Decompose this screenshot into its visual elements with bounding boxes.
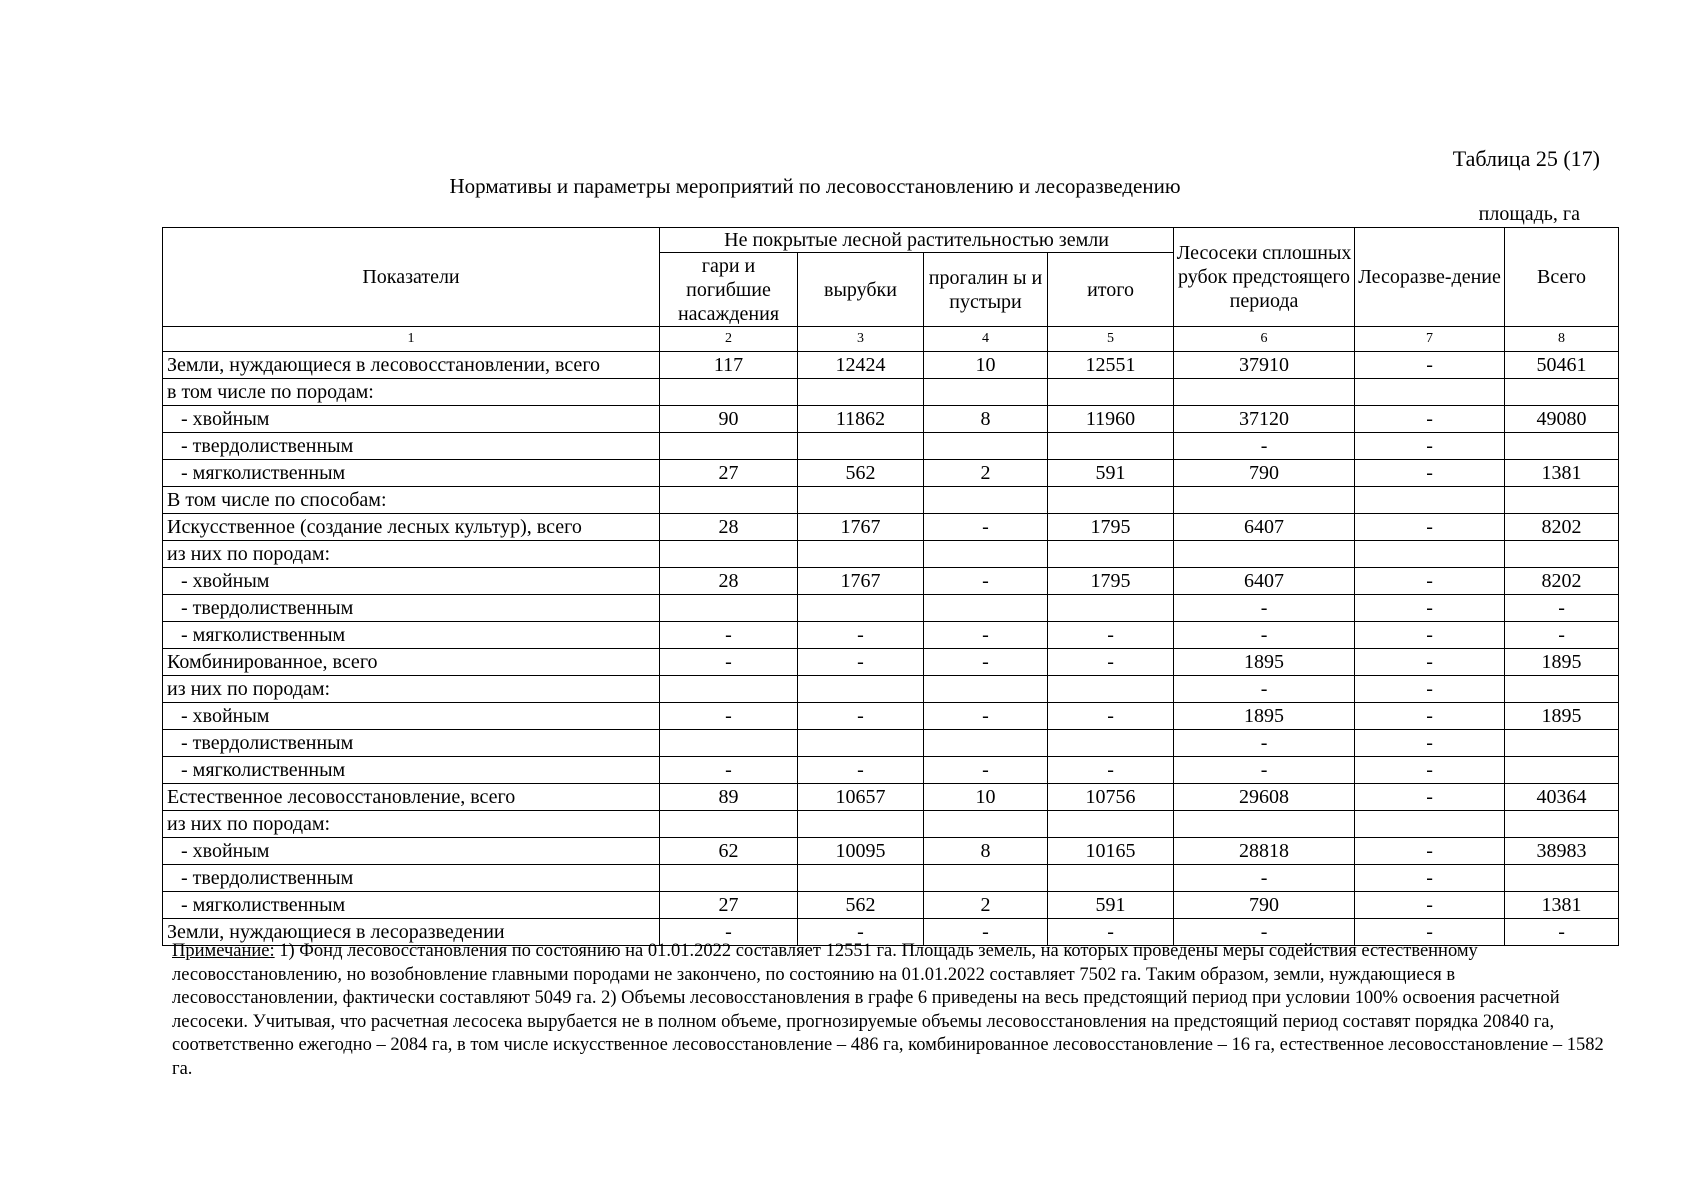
header-afforestation: Лесоразве-дение [1355, 228, 1505, 327]
header-uncovered-lands: Не покрытые лесной растительностью земли [660, 228, 1174, 253]
footnote-text: 1) Фонд лесовосстановления по состоянию на 01.01.2022 составляет 12551 га. Площадь земель, на которых проведены меры содействия естественному лесовосстановлению, но возобновление главными породами не закончено, по состоянию на 01.01.2022 составляет 7502 га. Таким образом, земли, нуждающиеся в лесовосстановлении, фактически составляют 5049 га. 2) Объемы лесовосстановления в графе 6 приведены на весь предстоящий период при условии 100% освоения расчетной лесосеки. Учитывая, что расчетная лесосека вырубается не в полном объеме, прогнозируемые объемы лесовосстановления на предстоящий период составят порядка 20840 га, соответственно ежегодно – 2084 га, в том числе искусственное лесовосстановление – 486 га, комбинированное лесовосстановление – 16 га, естественное лесовосстановление – 1582 га. [172, 941, 1604, 1079]
table-cell [798, 595, 924, 622]
table-row [163, 649, 1619, 676]
column-number: 4 [924, 327, 1048, 352]
table-cell: 1895 [1505, 649, 1619, 676]
table-row [163, 730, 1619, 757]
table-cell: 10165 [1048, 838, 1174, 865]
table-cell: 8 [924, 406, 1048, 433]
header-clearcut-areas: Лесосеки сплошных рубок предстоящего периода [1174, 228, 1355, 327]
table-cell: - [660, 757, 798, 784]
table-cell [1048, 730, 1174, 757]
table-row [163, 514, 1619, 541]
header-total: Всего [1505, 228, 1619, 327]
table-cell: 8202 [1505, 514, 1619, 541]
table-cell: - [1505, 595, 1619, 622]
footnote [172, 940, 1608, 1081]
table-cell: 37120 [1174, 406, 1355, 433]
table-row [163, 784, 1619, 811]
table-cell: - [924, 703, 1048, 730]
table-row [163, 595, 1619, 622]
header-subtotal: итого [1048, 253, 1174, 327]
table-cell: 1895 [1505, 703, 1619, 730]
table-cell [1048, 676, 1174, 703]
table-cell [1048, 433, 1174, 460]
table-cell: - [1355, 703, 1505, 730]
table-cell: 27 [660, 892, 798, 919]
table-cell [660, 487, 798, 514]
table-cell [1048, 595, 1174, 622]
table-cell [1048, 379, 1174, 406]
table-cell: - [798, 649, 924, 676]
table-cell: - [1174, 757, 1355, 784]
table-row [163, 487, 1619, 514]
table-cell: - [1174, 622, 1355, 649]
table-cell: 1381 [1505, 460, 1619, 487]
table-cell: - [1048, 649, 1174, 676]
row-label: - твердолиственным [163, 433, 660, 460]
table-cell: 11960 [1048, 406, 1174, 433]
table-row [163, 757, 1619, 784]
table-cell [1505, 487, 1619, 514]
table-cell [1048, 811, 1174, 838]
table-cell: - [1505, 622, 1619, 649]
table-cell: - [1355, 676, 1505, 703]
table-cell: - [1048, 757, 1174, 784]
table-cell: 10 [924, 784, 1048, 811]
table-cell: 1381 [1505, 892, 1619, 919]
column-number: 8 [1505, 327, 1619, 352]
table-cell: 10657 [798, 784, 924, 811]
table-cell: 2 [924, 892, 1048, 919]
table-cell: - [1355, 460, 1505, 487]
table-cell: 62 [660, 838, 798, 865]
table-cell: - [1355, 622, 1505, 649]
table-row [163, 460, 1619, 487]
table-cell: 28 [660, 514, 798, 541]
table-cell: 8202 [1505, 568, 1619, 595]
table-cell [660, 541, 798, 568]
table-cell: 1795 [1048, 568, 1174, 595]
table-cell [660, 730, 798, 757]
table-cell [660, 433, 798, 460]
table-row [163, 406, 1619, 433]
table-cell: - [1355, 838, 1505, 865]
table-cell: 10756 [1048, 784, 1174, 811]
table-row [163, 622, 1619, 649]
table-cell [924, 595, 1048, 622]
row-label: Земли, нуждающиеся в лесоразведении [163, 919, 660, 946]
table-cell: 117 [660, 352, 798, 379]
table-cell: 12551 [1048, 352, 1174, 379]
table-cell [660, 811, 798, 838]
table-cell [660, 379, 798, 406]
table-cell: 11862 [798, 406, 924, 433]
table-cell [1355, 541, 1505, 568]
table-cell: - [1355, 784, 1505, 811]
table-cell [660, 676, 798, 703]
table-cell: 1795 [1048, 514, 1174, 541]
table-row [163, 352, 1619, 379]
table-row [163, 838, 1619, 865]
table-cell: - [924, 514, 1048, 541]
table-cell [1505, 541, 1619, 568]
table-cell: 90 [660, 406, 798, 433]
table-cell [924, 433, 1048, 460]
table-cell: - [798, 622, 924, 649]
table-cell: - [1174, 919, 1355, 946]
table-cell: 6407 [1174, 514, 1355, 541]
table-cell: - [924, 649, 1048, 676]
table-cell: 562 [798, 460, 924, 487]
table-cell: - [1355, 595, 1505, 622]
table-cell [924, 541, 1048, 568]
footnote-label: Примечание: [172, 941, 275, 961]
row-label: В том числе по способам: [163, 487, 660, 514]
table-cell: - [1355, 892, 1505, 919]
table-cell: - [1174, 595, 1355, 622]
column-number: 2 [660, 327, 798, 352]
row-label: Искусственное (создание лесных культур), всего [163, 514, 660, 541]
header-burnt-stands: гари и погибшие насаждения [660, 253, 798, 327]
table-row [163, 811, 1619, 838]
table-cell [924, 487, 1048, 514]
row-label: - твердолиственным [163, 730, 660, 757]
table-cell: 10 [924, 352, 1048, 379]
table-row [163, 541, 1619, 568]
column-number: 6 [1174, 327, 1355, 352]
table-cell: - [660, 703, 798, 730]
table-cell: - [1355, 568, 1505, 595]
table-row [163, 379, 1619, 406]
column-number: 1 [163, 327, 660, 352]
table-cell [1505, 433, 1619, 460]
table-cell [1355, 811, 1505, 838]
table-cell: 8 [924, 838, 1048, 865]
table-cell [798, 541, 924, 568]
table-cell [798, 811, 924, 838]
table-cell [798, 865, 924, 892]
table-cell: - [1505, 919, 1619, 946]
row-label: в том числе по породам: [163, 379, 660, 406]
row-label: - мягколиственным [163, 622, 660, 649]
table-cell: 1895 [1174, 649, 1355, 676]
table-cell: 28818 [1174, 838, 1355, 865]
table-cell: 10095 [798, 838, 924, 865]
table-cell: 562 [798, 892, 924, 919]
table-cell: - [1355, 649, 1505, 676]
table-cell: - [924, 757, 1048, 784]
header-cuttings: вырубки [798, 253, 924, 327]
row-label: - хвойным [163, 703, 660, 730]
table-cell: 50461 [1505, 352, 1619, 379]
column-number: 3 [798, 327, 924, 352]
table-cell [1048, 487, 1174, 514]
table-cell [1355, 379, 1505, 406]
table-cell [1355, 487, 1505, 514]
table-cell: - [660, 919, 798, 946]
table-cell: 2 [924, 460, 1048, 487]
table-row [163, 568, 1619, 595]
table-cell: 37910 [1174, 352, 1355, 379]
table-cell [798, 433, 924, 460]
table-cell [1505, 757, 1619, 784]
table-cell [1505, 379, 1619, 406]
table-cell [1174, 541, 1355, 568]
table-cell: - [1048, 703, 1174, 730]
table-cell [924, 676, 1048, 703]
row-label: - хвойным [163, 838, 660, 865]
row-label: Естественное лесовосстановление, всего [163, 784, 660, 811]
table-cell [1505, 811, 1619, 838]
table-cell [798, 379, 924, 406]
row-label: - хвойным [163, 406, 660, 433]
header-indicators: Показатели [163, 228, 660, 327]
table-cell [798, 487, 924, 514]
row-label: из них по породам: [163, 541, 660, 568]
column-number: 7 [1355, 327, 1505, 352]
table-cell [1048, 865, 1174, 892]
table-cell [1174, 811, 1355, 838]
table-cell: 12424 [798, 352, 924, 379]
table-row [163, 433, 1619, 460]
table-cell: 591 [1048, 460, 1174, 487]
row-label: Комбинированное, всего [163, 649, 660, 676]
table-row [163, 703, 1619, 730]
table-cell [1048, 541, 1174, 568]
table-cell: - [924, 568, 1048, 595]
table-cell: - [1174, 676, 1355, 703]
row-label: из них по породам: [163, 676, 660, 703]
table-cell: - [1355, 919, 1505, 946]
table-cell: - [1355, 865, 1505, 892]
units-label: площадь, га [1478, 203, 1580, 225]
table-cell: - [798, 919, 924, 946]
forest-regeneration-table [162, 227, 1619, 946]
table-cell: 1767 [798, 568, 924, 595]
row-label: - твердолиственным [163, 595, 660, 622]
table-cell: - [1355, 406, 1505, 433]
table-cell: - [1174, 730, 1355, 757]
table-cell: 790 [1174, 460, 1355, 487]
table-row [163, 865, 1619, 892]
table-cell: - [1355, 514, 1505, 541]
table-cell: 790 [1174, 892, 1355, 919]
table-cell: 89 [660, 784, 798, 811]
header-glades-wastelands: прогалин ы и пустыри [924, 253, 1048, 327]
table-cell [1505, 865, 1619, 892]
table-cell: 38983 [1505, 838, 1619, 865]
row-label: - хвойным [163, 568, 660, 595]
row-label: - мягколиственным [163, 892, 660, 919]
table-cell: - [1048, 919, 1174, 946]
table-cell: - [1355, 730, 1505, 757]
table-cell: - [1355, 352, 1505, 379]
table-cell: 1895 [1174, 703, 1355, 730]
row-label: - твердолиственным [163, 865, 660, 892]
table-cell: 591 [1048, 892, 1174, 919]
table-cell: 29608 [1174, 784, 1355, 811]
table-cell: - [1355, 433, 1505, 460]
table-cell [660, 865, 798, 892]
table-cell: 27 [660, 460, 798, 487]
table-cell [924, 811, 1048, 838]
table-cell: - [1355, 757, 1505, 784]
table-cell: - [798, 703, 924, 730]
table-cell: - [924, 919, 1048, 946]
table-number: Таблица 25 (17) [1452, 146, 1600, 171]
table-cell: - [924, 622, 1048, 649]
table-cell [798, 676, 924, 703]
row-label: из них по породам: [163, 811, 660, 838]
table-cell: - [1174, 865, 1355, 892]
table-cell [924, 730, 1048, 757]
page-title: Нормативы и параметры мероприятий по лесовосстановлению и лесоразведению [449, 174, 1181, 198]
table-cell [1174, 487, 1355, 514]
table-cell [1174, 379, 1355, 406]
column-number: 5 [1048, 327, 1174, 352]
table-row [163, 892, 1619, 919]
table-cell [1505, 676, 1619, 703]
table-cell [924, 379, 1048, 406]
table-cell: - [660, 649, 798, 676]
table-cell: 1767 [798, 514, 924, 541]
table-row [163, 676, 1619, 703]
table-cell: 6407 [1174, 568, 1355, 595]
table-cell [1505, 730, 1619, 757]
table-cell: - [1174, 433, 1355, 460]
table-cell [924, 865, 1048, 892]
row-label: Земли, нуждающиеся в лесовосстановлении, всего [163, 352, 660, 379]
table-cell [798, 730, 924, 757]
table-cell [660, 595, 798, 622]
row-label: - мягколиственным [163, 757, 660, 784]
table-cell: 40364 [1505, 784, 1619, 811]
table-cell: 49080 [1505, 406, 1619, 433]
row-label: - мягколиственным [163, 460, 660, 487]
table-cell: - [1048, 622, 1174, 649]
table-cell: - [798, 757, 924, 784]
table-cell: 28 [660, 568, 798, 595]
table-cell: - [660, 622, 798, 649]
